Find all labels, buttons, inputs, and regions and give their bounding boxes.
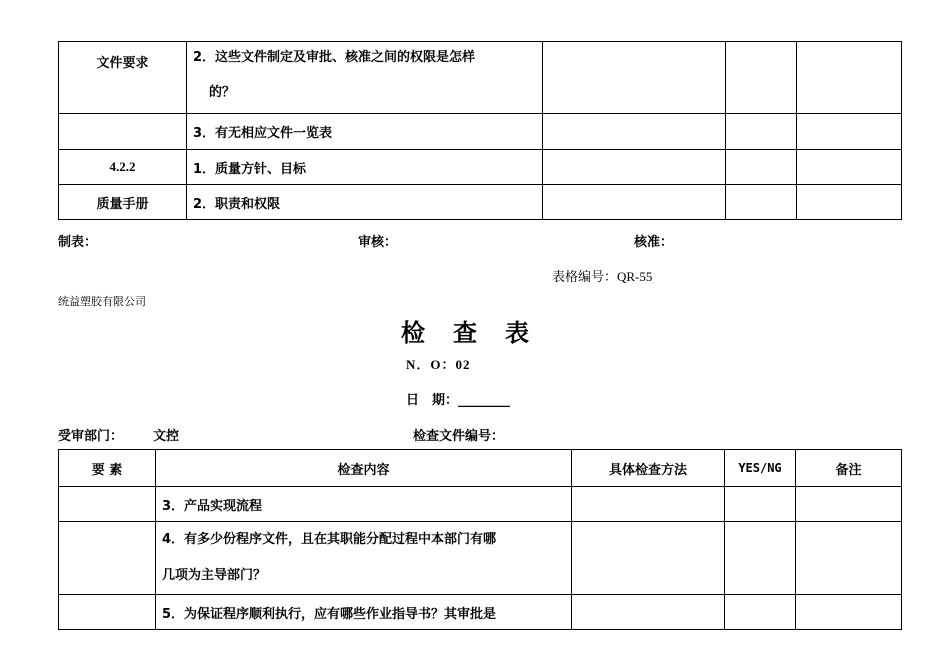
table-row bbox=[59, 522, 902, 595]
method-cell[interactable] bbox=[543, 185, 726, 220]
header-method: 具体检查方法 bbox=[572, 450, 725, 487]
content-cell: 5．为保证程序顺利执行，应有哪些作业指导书？其审批是 bbox=[156, 595, 572, 630]
content-cell: 1．质量方针、目标 bbox=[187, 150, 543, 185]
remark-cell[interactable] bbox=[797, 114, 902, 150]
element-cell bbox=[59, 522, 156, 595]
yes-ng-cell[interactable] bbox=[726, 42, 797, 114]
top-checklist-table bbox=[58, 41, 902, 220]
table-header-row bbox=[59, 450, 902, 487]
company-name: 统益塑胶有限公司 bbox=[58, 295, 146, 308]
content-cell: 3．有无相应文件一览表 bbox=[187, 114, 543, 150]
content-cell bbox=[187, 42, 543, 114]
table-row bbox=[59, 150, 902, 185]
content-cell: 2．职责和权限 bbox=[187, 185, 543, 220]
audited-dept-value: 文控 bbox=[153, 429, 180, 444]
table-row bbox=[59, 595, 902, 630]
header-element: 要 素 bbox=[59, 450, 156, 487]
element-cell bbox=[59, 487, 156, 522]
table-row bbox=[59, 114, 902, 150]
method-cell[interactable] bbox=[543, 42, 726, 114]
yes-ng-cell[interactable] bbox=[725, 487, 796, 522]
form-no: N．O：02 bbox=[406, 357, 471, 372]
audited-dept-label: 受审部门： bbox=[58, 429, 124, 444]
table-row bbox=[59, 42, 902, 114]
prepared-by-label: 制表： bbox=[58, 235, 98, 250]
date-field[interactable]: 日 期：________ bbox=[406, 393, 511, 408]
yes-ng-cell[interactable] bbox=[726, 114, 797, 150]
method-cell[interactable] bbox=[572, 487, 725, 522]
element-cell: 4.2.2 bbox=[59, 150, 187, 185]
yes-ng-cell[interactable] bbox=[726, 150, 797, 185]
page-title: 检查表 bbox=[401, 319, 557, 347]
main-checklist-table bbox=[58, 449, 902, 630]
content-cell bbox=[156, 522, 572, 595]
yes-ng-cell[interactable] bbox=[726, 185, 797, 220]
content-cell: 3．产品实现流程 bbox=[156, 487, 572, 522]
doc-number-label: 检查文件编号： bbox=[413, 429, 505, 444]
content-text: 4．有多少份程序文件，且在其职能分配过程中本部门有哪 bbox=[162, 532, 497, 547]
remark-cell[interactable] bbox=[796, 595, 902, 630]
content-text: 2．这些文件制定及审批、核准之间的权限是怎样 bbox=[193, 50, 476, 65]
table-row bbox=[59, 487, 902, 522]
remark-cell[interactable] bbox=[796, 487, 902, 522]
header-remark: 备注 bbox=[796, 450, 902, 487]
header-content: 检查内容 bbox=[156, 450, 572, 487]
content-text-cont: 几项为主导部门？ bbox=[162, 568, 267, 583]
remark-cell[interactable] bbox=[796, 522, 902, 595]
remark-cell[interactable] bbox=[797, 42, 902, 114]
method-cell[interactable] bbox=[572, 522, 725, 595]
method-cell[interactable] bbox=[543, 150, 726, 185]
method-cell[interactable] bbox=[572, 595, 725, 630]
yes-ng-cell[interactable] bbox=[725, 595, 796, 630]
method-cell[interactable] bbox=[543, 114, 726, 150]
form-number: 表格编号：QR-55 bbox=[552, 269, 653, 284]
yes-ng-cell[interactable] bbox=[725, 522, 796, 595]
element-cell bbox=[59, 114, 187, 150]
reviewed-by-label: 审核： bbox=[358, 235, 398, 250]
element-cell bbox=[59, 595, 156, 630]
approved-by-label: 核准： bbox=[634, 235, 674, 250]
remark-cell[interactable] bbox=[797, 185, 902, 220]
content-text-cont: 的？ bbox=[209, 85, 236, 100]
table-row bbox=[59, 185, 902, 220]
element-cell: 文件要求 bbox=[59, 42, 187, 114]
element-cell: 质量手册 bbox=[59, 185, 187, 220]
header-yes-ng: YES/NG bbox=[725, 450, 796, 487]
remark-cell[interactable] bbox=[797, 150, 902, 185]
